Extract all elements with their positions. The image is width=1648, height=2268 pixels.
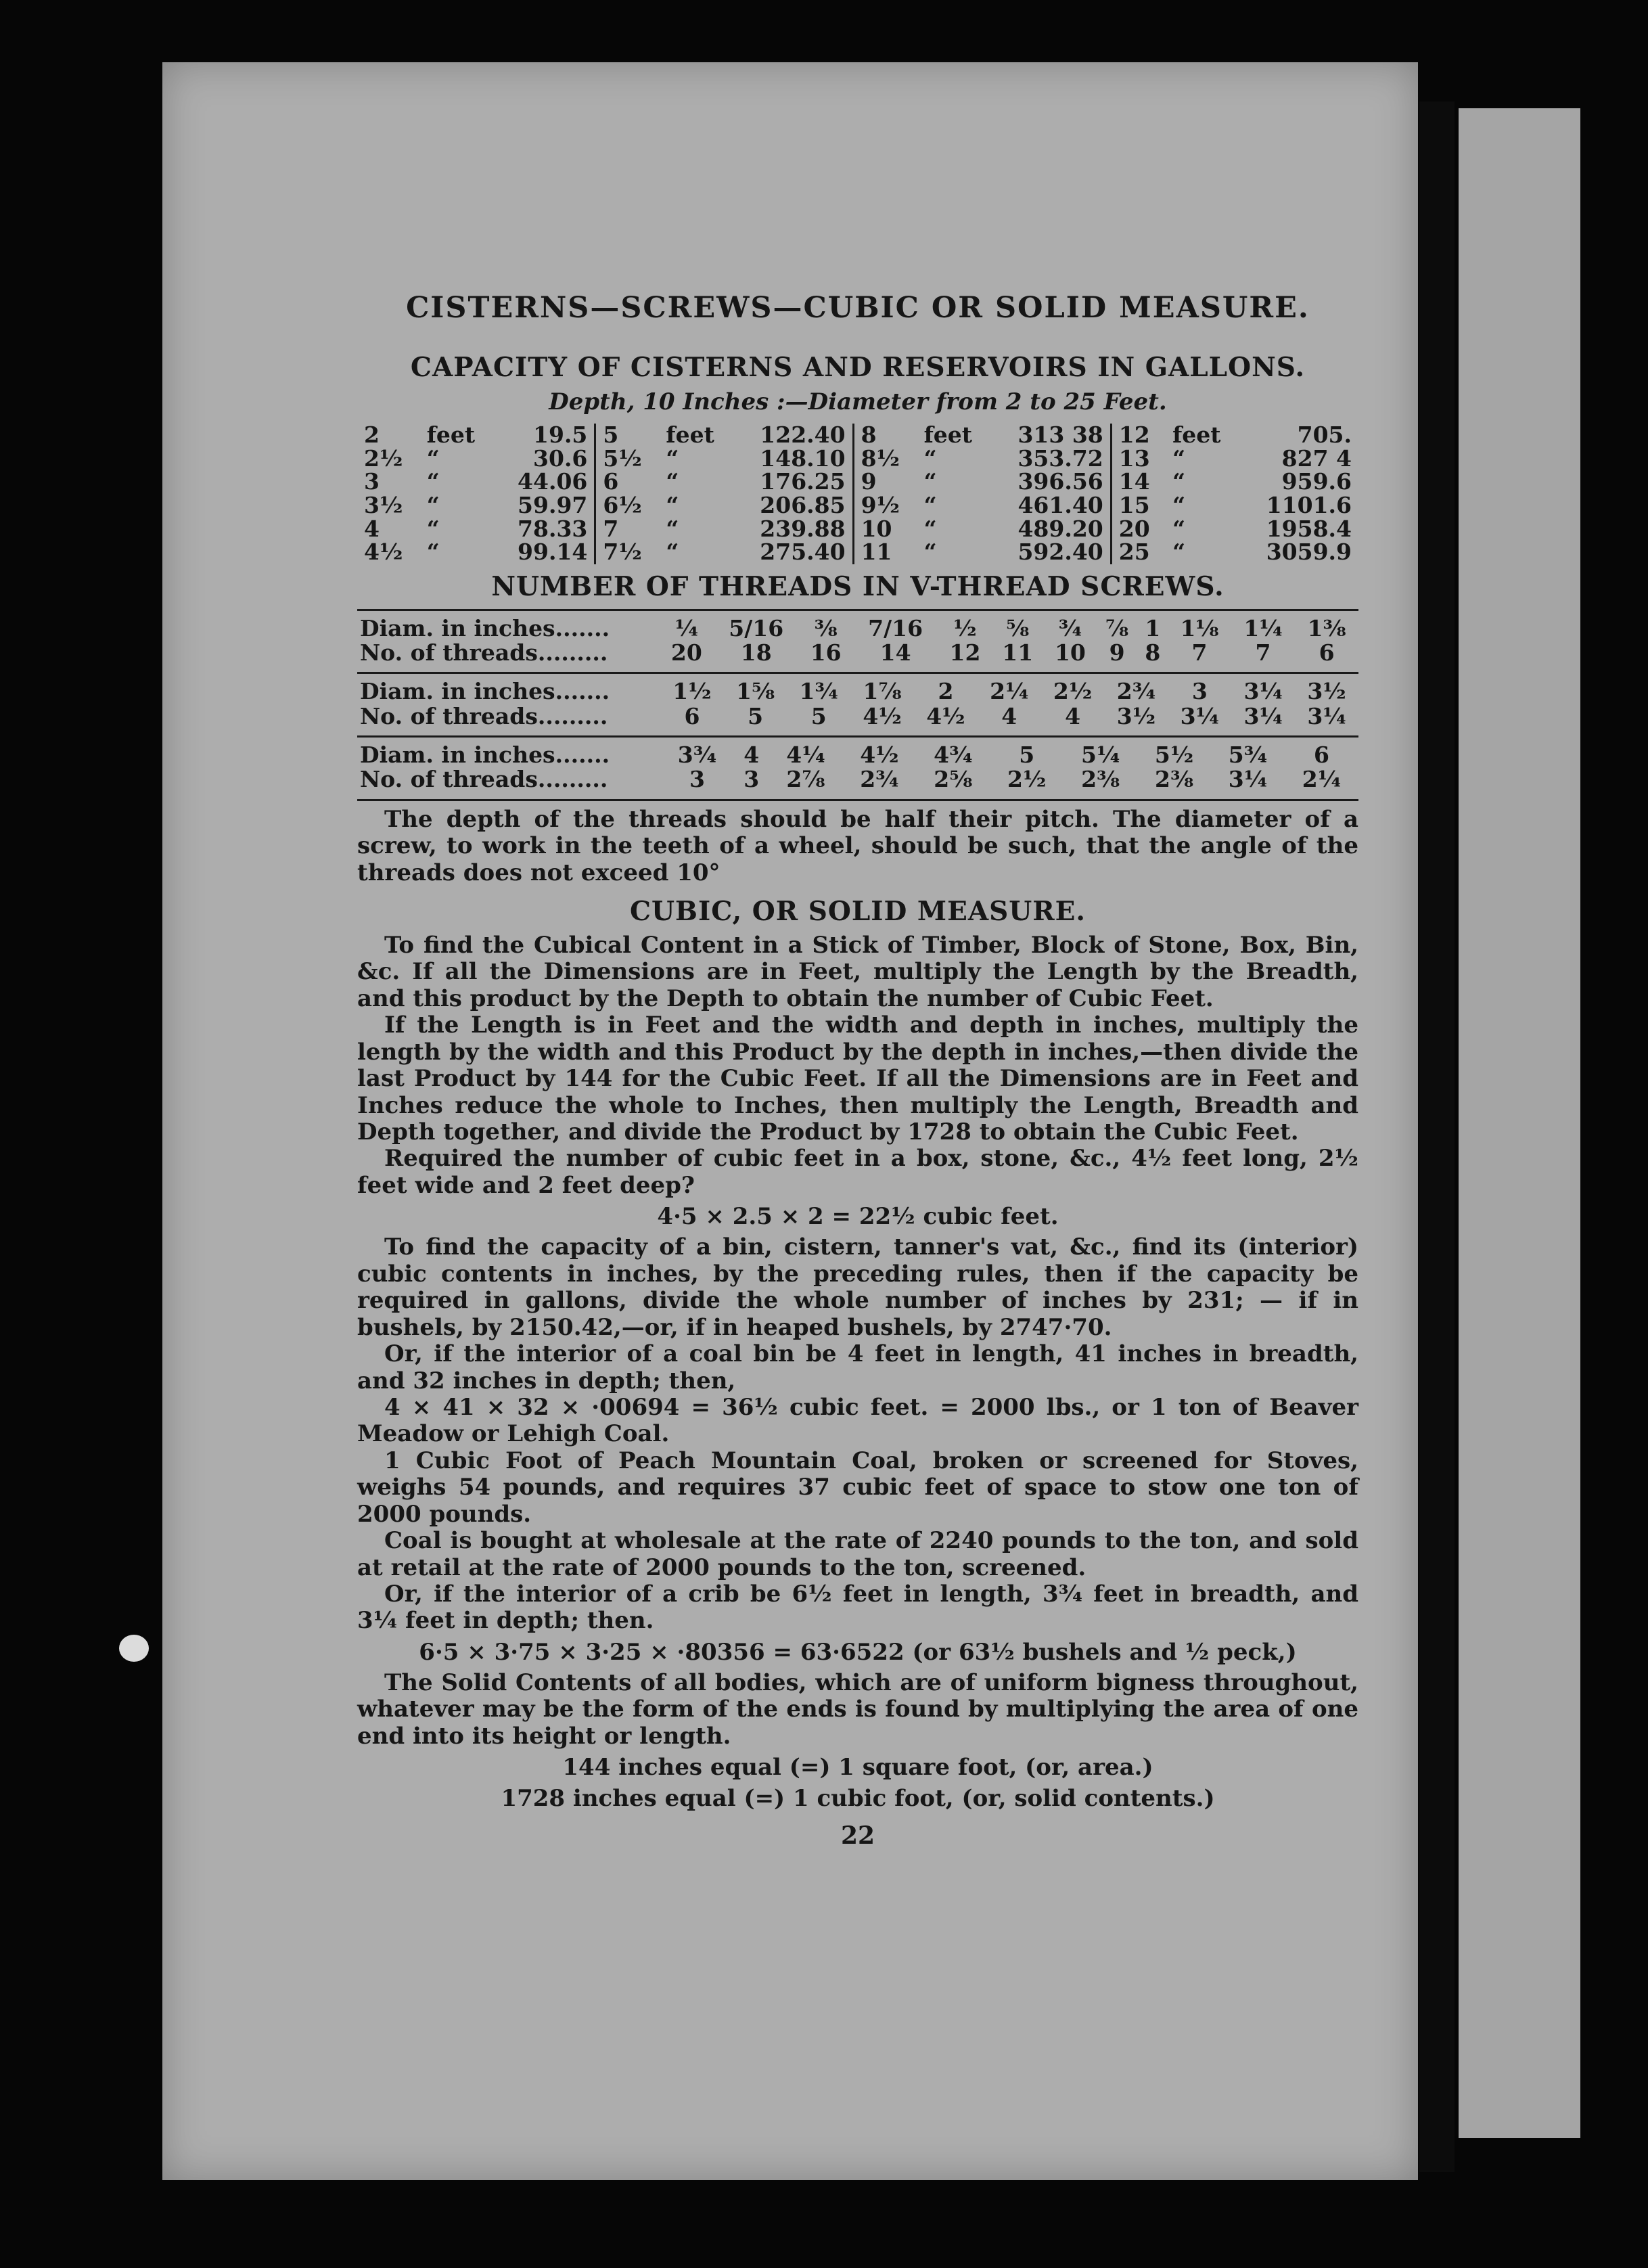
- diameter-row-label: Diam. in inches.......: [360, 742, 610, 769]
- definition-square-foot: 144 inches equal (=) 1 square foot, (or, area.): [562, 1754, 1153, 1782]
- cistern-unit: feet: [666, 422, 714, 448]
- cistern-unit: “: [666, 491, 679, 518]
- cistern-gallons: 148.10: [733, 447, 853, 471]
- cistern-diameter: 13: [1118, 445, 1150, 472]
- thread-count-row-cell: 6: [1319, 639, 1335, 666]
- threads-note: The depth of the threads should be half their pitch. The diameter of a screw, to work in the teeth of a wheel, should be such, that the angle of the threads does not exceed 10°: [357, 805, 1358, 886]
- diameter-row-cell: ½: [953, 614, 977, 641]
- cistern-gallons: 44.06: [494, 470, 595, 494]
- thread-count-row-cell: 16: [810, 639, 842, 666]
- thread-count-row-cell: 2¼: [1302, 766, 1342, 793]
- diameter-row-cell: ⅜: [814, 614, 838, 641]
- table-rule: [357, 609, 1358, 611]
- cistern-diameter: 3: [364, 468, 380, 495]
- cistern-gallons: 461.40: [991, 494, 1111, 518]
- thread-count-row-cell: 20: [670, 639, 702, 666]
- thread-count-row-cell: 9: [1109, 639, 1125, 666]
- cistern-gallons: 206.85: [733, 494, 853, 518]
- threads-table: [357, 743, 1358, 792]
- thread-count-row-cell: 7: [1255, 639, 1271, 666]
- cistern-unit: “: [1172, 515, 1186, 542]
- threads-tables: [357, 609, 1358, 801]
- diameter-row-cell: 1¾: [799, 678, 838, 705]
- cistern-gallons: 353.72: [991, 447, 1111, 471]
- diameter-row-cell: 5¼: [1080, 742, 1120, 769]
- cistern-diameter: 7½: [603, 539, 642, 566]
- cistern-diameter: 8: [861, 422, 877, 448]
- diameter-row-cell: 1½: [672, 678, 712, 705]
- cistern-gallons: 59.97: [494, 494, 595, 518]
- diameter-row-cell: ¼: [674, 614, 699, 641]
- threads-title: NUMBER OF THREADS IN V-THREAD SCREWS.: [491, 570, 1224, 602]
- diameter-row-cell: 4¾: [934, 742, 973, 769]
- cistern-diameter: 7: [603, 515, 619, 542]
- cistern-unit: “: [923, 445, 937, 472]
- diameter-row-cell: 1: [1145, 614, 1161, 641]
- cistern-diameter: 25: [1118, 539, 1150, 566]
- diameter-row-cell: ⅞: [1105, 614, 1129, 641]
- definition-cubic-foot: 1728 inches equal (=) 1 cubic foot, (or, solid contents.): [501, 1785, 1215, 1813]
- threads-table: [357, 616, 1358, 666]
- thread-count-row-cell: 3: [689, 766, 705, 793]
- cistern-gallons: 705.: [1297, 422, 1352, 448]
- cistern-gallons: 78.33: [494, 518, 595, 541]
- cubic-paragraph-9: The Solid Contents of all bodies, which are of uniform bigness throughout, whatever may be the form of the ends is found by multiplying the area of one end into its height or length.: [357, 1669, 1358, 1750]
- diameter-row-cell: 5: [1019, 742, 1035, 769]
- cistern-gallons: 827 4: [1281, 445, 1352, 472]
- cisterns-table: [357, 424, 1358, 564]
- diameter-row-cell: ¾: [1058, 614, 1082, 641]
- cisterns-row: [357, 424, 1358, 447]
- cistern-diameter: 2: [364, 422, 380, 448]
- cistern-unit: “: [1172, 539, 1186, 566]
- thread-count-row-cell: 18: [740, 639, 772, 666]
- thread-count-row-cell: 2⅝: [934, 766, 973, 793]
- cistern-unit: feet: [923, 422, 973, 448]
- diameter-row: [357, 679, 1358, 704]
- cistern-diameter: 6: [603, 468, 619, 495]
- cistern-gallons: 176.25: [733, 470, 853, 494]
- table-rule: [357, 672, 1358, 674]
- thread-count-row-label: No. of threads.........: [360, 702, 608, 729]
- cistern-gallons: 1958.4: [1266, 515, 1352, 542]
- cistern-gallons: 19.5: [494, 424, 595, 447]
- cistern-unit: “: [426, 491, 440, 518]
- table-rule: [357, 735, 1358, 738]
- cistern-unit: “: [666, 445, 679, 472]
- thread-count-row-cell: 4½: [863, 702, 902, 729]
- thread-count-row-cell: 7: [1191, 639, 1208, 666]
- page-gutter: [1419, 101, 1455, 2172]
- diameter-row-cell: 3¾: [677, 742, 717, 769]
- cistern-diameter: 8½: [861, 445, 900, 472]
- cistern-unit: “: [923, 491, 937, 518]
- cistern-diameter: 5½: [603, 445, 642, 472]
- cistern-gallons: 30.6: [494, 447, 595, 471]
- cistern-diameter: 12: [1118, 422, 1150, 448]
- thread-count-row-cell: 10: [1054, 639, 1086, 666]
- cistern-diameter: 14: [1118, 468, 1150, 495]
- cistern-gallons: 99.14: [494, 541, 595, 564]
- diameter-row-cell: 5¾: [1228, 742, 1268, 769]
- cistern-gallons: 592.40: [991, 541, 1111, 564]
- cistern-gallons: 122.40: [733, 424, 853, 447]
- thread-count-row-cell: 2½: [1007, 766, 1047, 793]
- thread-count-row-cell: 2⅞: [786, 766, 825, 793]
- cistern-unit: “: [426, 445, 440, 472]
- diameter-row-label: Diam. in inches.......: [360, 678, 610, 705]
- thread-count-row-cell: 2⅜: [1081, 766, 1120, 793]
- cistern-unit: feet: [1172, 422, 1221, 448]
- cisterns-row: [357, 541, 1358, 564]
- cistern-diameter: 6½: [603, 491, 642, 518]
- cubic-paragraph-8: Or, if the interior of a crib be 6½ feet in length, 3¾ feet in breadth, and 3¼ feet in depth; then.: [357, 1581, 1358, 1635]
- diameter-row-cell: 3½: [1307, 678, 1346, 705]
- cistern-diameter: 9: [861, 468, 877, 495]
- thread-count-row-cell: 4½: [926, 702, 965, 729]
- cistern-gallons: 239.88: [733, 518, 853, 541]
- thread-count-row-label: No. of threads.........: [360, 766, 608, 793]
- thread-count-row-cell: 3½: [1116, 702, 1156, 729]
- cistern-gallons: 275.40: [733, 541, 853, 564]
- cistern-diameter: 9½: [861, 491, 900, 518]
- thread-count-row-cell: 4: [1065, 702, 1081, 729]
- cisterns-subtitle: Depth, 10 Inches :—Diameter from 2 to 25 Feet.: [549, 388, 1167, 415]
- cisterns-row: [357, 494, 1358, 518]
- thread-count-row-label: No. of threads.........: [360, 639, 608, 666]
- equation-coal-bin: 4 × 41 × 32 × ·00694 = 36½ cubic feet. = 2000 lbs., or 1 ton of Beaver Meadow or Lehigh Coal.: [357, 1393, 1358, 1448]
- thread-count-row-cell: 11: [1002, 639, 1034, 666]
- cubic-paragraph-1: To find the Cubical Content in a Stick of Timber, Block of Stone, Box, Bin, &c. If all the Dimensions are in Feet, multiply the Length by the Breadth, and this product by the Depth to obtain the number of Cubic Feet.: [357, 931, 1358, 1012]
- cisterns-title: CAPACITY OF CISTERNS AND RESERVOIRS IN GALLONS.: [410, 352, 1306, 383]
- thread-count-row-cell: 3¼: [1180, 702, 1219, 729]
- diameter-row-cell: 2: [938, 678, 954, 705]
- cubic-paragraph-7: Coal is bought at wholesale at the rate of 2240 pounds to the ton, and sold at retail at the rate of 2000 pounds to the ton, screened.: [357, 1527, 1358, 1581]
- cistern-unit: “: [666, 515, 679, 542]
- cistern-diameter: 10: [861, 515, 892, 542]
- cistern-unit: “: [1172, 445, 1186, 472]
- cistern-unit: “: [666, 539, 679, 566]
- thread-count-row: [357, 641, 1358, 665]
- thread-count-row: [357, 704, 1358, 729]
- thread-count-row: [357, 767, 1358, 792]
- cistern-gallons: 396.56: [991, 470, 1111, 494]
- cistern-diameter: 4: [364, 515, 380, 542]
- paper-blemish: [119, 1635, 149, 1662]
- cisterns-row: [357, 518, 1358, 541]
- cistern-unit: “: [923, 539, 937, 566]
- cubic-paragraph-5: Or, if the interior of a coal bin be 4 feet in length, 41 inches in breadth, and 32 inches in depth; then,: [357, 1340, 1358, 1394]
- cubic-paragraph-6: 1 Cubic Foot of Peach Mountain Coal, broken or screened for Stoves, weighs 54 pounds, and requires 37 cubic feet of space to stow one ton of 2000 pounds.: [357, 1447, 1358, 1528]
- cistern-unit: “: [666, 468, 679, 495]
- table-rule: [357, 799, 1358, 801]
- cistern-diameter: 5: [603, 422, 619, 448]
- cistern-unit: “: [1172, 491, 1186, 518]
- next-page-edge: [1459, 108, 1580, 2138]
- diameter-row-cell: 2¼: [990, 678, 1029, 705]
- diameter-row-cell: 4½: [860, 742, 899, 769]
- thread-count-row-cell: 2¾: [860, 766, 899, 793]
- cistern-gallons: 1101.6: [1266, 491, 1352, 518]
- cistern-diameter: 2½: [364, 445, 403, 472]
- cistern-diameter: 11: [861, 539, 892, 566]
- thread-count-row-cell: 3¼: [1307, 702, 1346, 729]
- diameter-row-cell: ⅝: [1006, 614, 1030, 641]
- cisterns-row: [357, 447, 1358, 471]
- thread-count-row-cell: 5: [748, 702, 764, 729]
- diameter-row-cell: 2½: [1053, 678, 1093, 705]
- thread-count-row-cell: 14: [879, 639, 911, 666]
- diameter-row-cell: 6: [1313, 742, 1329, 769]
- cistern-unit: “: [426, 515, 440, 542]
- thread-count-row-cell: 4: [1001, 702, 1017, 729]
- cubic-title: CUBIC, OR SOLID MEASURE.: [630, 895, 1086, 927]
- diameter-row-cell: 2¾: [1116, 678, 1156, 705]
- cistern-gallons: 959.6: [1281, 468, 1352, 495]
- equation-box-volume: 4·5 × 2.5 × 2 = 22½ cubic feet.: [657, 1203, 1059, 1231]
- diameter-row-cell: 3¼: [1243, 678, 1283, 705]
- diameter-row-label: Diam. in inches.......: [360, 614, 610, 641]
- cistern-diameter: 15: [1118, 491, 1150, 518]
- cistern-gallons: 3059.9: [1266, 539, 1352, 566]
- equation-crib: 6·5 × 3·75 × 3·25 × ·80356 = 63·6522 (or 63½ bushels and ½ peck,): [419, 1638, 1297, 1666]
- cistern-diameter: 3½: [364, 491, 403, 518]
- thread-count-row-cell: 6: [684, 702, 700, 729]
- diameter-row-cell: 4¼: [786, 742, 825, 769]
- diameter-row-cell: 1⅞: [863, 678, 902, 705]
- cistern-unit: “: [1172, 468, 1186, 495]
- cistern-unit: “: [426, 539, 440, 566]
- diameter-row-cell: 1⅝: [736, 678, 775, 705]
- page-number: 22: [840, 1821, 875, 1851]
- cubic-paragraph-4: To find the capacity of a bin, cistern, tanner's vat, &c., find its (interior) cubic contents in inches, by the preceding rules, then if the capacity be required in gallons, divide the whole number of inches by 231; — if in bushels, by 2150.42,—or, if in heaped bushels, by 2747·70.: [357, 1233, 1358, 1341]
- diameter-row-cell: 3: [1191, 678, 1208, 705]
- cubic-paragraph-3: Required the number of cubic feet in a box, stone, &c., 4½ feet long, 2½ feet wide and 2 feet deep?: [357, 1145, 1358, 1199]
- cistern-diameter: 20: [1118, 515, 1150, 542]
- diameter-row-cell: 1⅜: [1307, 614, 1346, 641]
- cistern-unit: “: [923, 515, 937, 542]
- threads-table: [357, 679, 1358, 729]
- diameter-row-cell: 4: [743, 742, 760, 769]
- thread-count-row-cell: 2⅜: [1155, 766, 1194, 793]
- diameter-row: [357, 616, 1358, 641]
- thread-count-row-cell: 12: [949, 639, 981, 666]
- thread-count-row-cell: 3¼: [1243, 702, 1283, 729]
- diameter-row-cell: 1⅛: [1180, 614, 1219, 641]
- thread-count-row-cell: 8: [1145, 639, 1161, 666]
- cistern-unit: feet: [426, 422, 476, 448]
- diameter-row-cell: 5½: [1154, 742, 1194, 769]
- cubic-paragraph-2: If the Length is in Feet and the width and depth in inches, multiply the length by the width and this Product by the depth in inches,—then divide the last Product by 144 for the Cubic Feet. If all the Dimensions are in Feet and Inches reduce the whole to Inches, then multiply the Length, Breadth and Depth together, and divide the Product by 1728 to obtain the Cubic Feet.: [357, 1012, 1358, 1146]
- thread-count-row-cell: 3: [743, 766, 760, 793]
- diameter-row-cell: 5/16: [729, 614, 784, 641]
- thread-count-row-cell: 3¼: [1228, 766, 1268, 793]
- cistern-gallons: 313 38: [991, 424, 1111, 447]
- thread-count-row-cell: 5: [810, 702, 827, 729]
- diameter-row-cell: 7/16: [868, 614, 923, 641]
- running-title: CISTERNS—SCREWS—CUBIC OR SOLID MEASURE.: [406, 291, 1310, 325]
- cisterns-row: [357, 470, 1358, 494]
- cistern-gallons: 489.20: [991, 518, 1111, 541]
- diameter-row-cell: 1¼: [1243, 614, 1283, 641]
- cistern-diameter: 4½: [364, 539, 403, 566]
- page-content: [357, 291, 1358, 1850]
- cistern-unit: “: [923, 468, 937, 495]
- diameter-row: [357, 743, 1358, 767]
- cistern-unit: “: [426, 468, 440, 495]
